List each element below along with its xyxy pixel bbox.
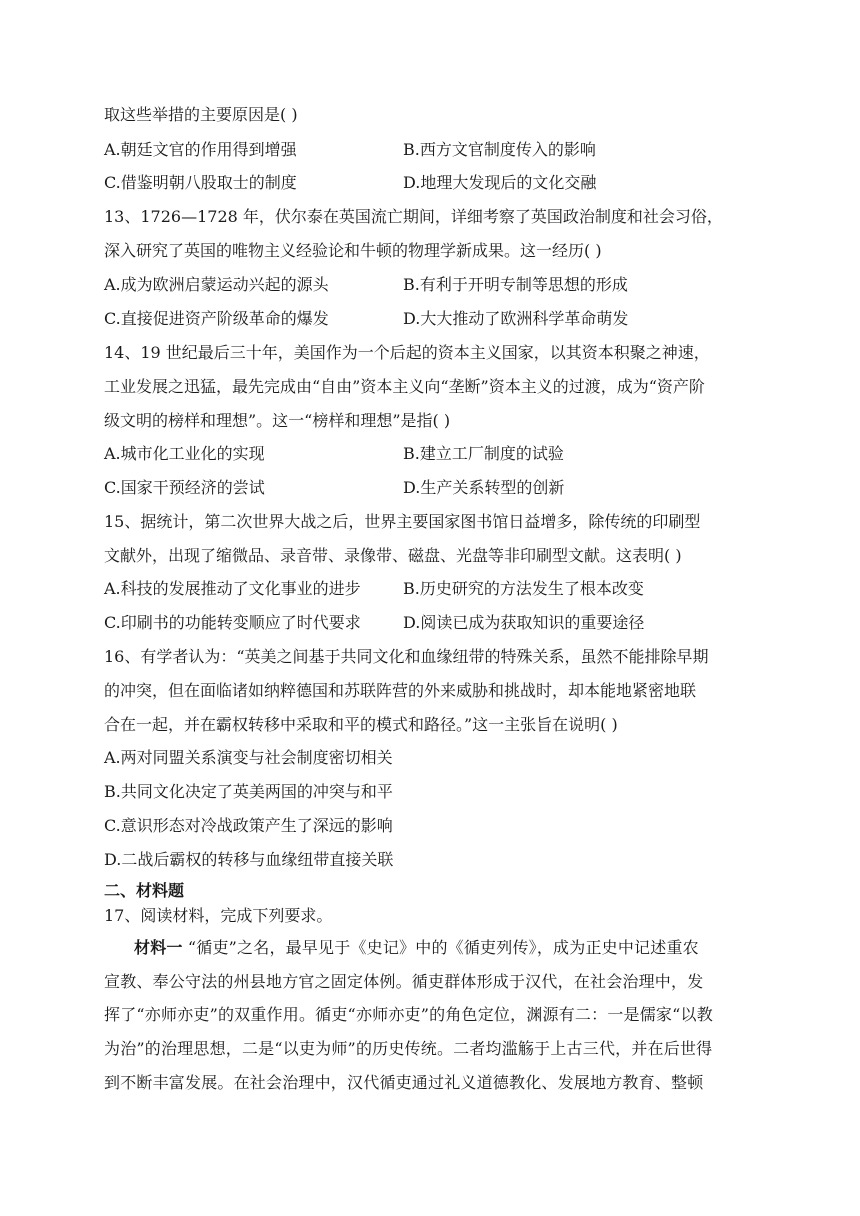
material1-line-4: 为治”的治理思想，二是“以吏为师”的历史传统。二者均滥觞于上古三代，并在后世得 [104, 1039, 713, 1058]
q16-option-c: C.意识形态对冷战政策产生了深远的影响 [104, 816, 393, 835]
q13-option-b: B.有利于开明专制等思想的形成 [403, 275, 628, 294]
q15-option-b: B.历史研究的方法发生了根本改变 [403, 579, 644, 598]
q14-option-a: A.城市化工业化的实现 [104, 444, 265, 463]
material1-label: 材料一 [134, 938, 183, 957]
q14-stem-line-2: 工业发展之迅猛，最先完成由“自由”资本主义向“垄断”资本主义的过渡，成为“资产阶 [104, 377, 705, 396]
q16-option-a: A.两对同盟关系演变与社会制度密切相关 [104, 748, 393, 767]
section-heading: 二、材料题 [104, 881, 185, 900]
q15-stem-line-2: 文献外，出现了缩微品、录音带、录像带、磁盘、光盘等非印刷型文献。这表明( ) [104, 546, 682, 565]
material1-line-2: 宣教、奉公守法的州县地方官之固定体例。循吏群体形成于汉代，在社会治理中，发 [104, 972, 704, 991]
q12-option-c: C.借鉴明朝八股取士的制度 [104, 173, 297, 192]
q16-stem-line-2: 的冲突，但在面临诸如纳粹德国和苏联阵营的外来威胁和挑战时，却本能地紧密地联 [104, 681, 697, 700]
q17-stem: 17、阅读材料，完成下列要求。 [104, 906, 333, 925]
material1-line-1-text: “循吏”之名，最早见于《史记》中的《循吏列传》，成为正史中记述重农 [182, 938, 699, 957]
q14-option-c: C.国家干预经济的尝试 [104, 478, 265, 497]
q13-option-a: A.成为欧洲启蒙运动兴起的源头 [104, 275, 329, 294]
q13-stem-line-1: 13、1726—1728 年，伏尔泰在英国流亡期间，详细考察了英国政治制度和社会习俗， [104, 207, 723, 226]
q13-option-d: D.大大推动了欧洲科学革命萌发 [403, 309, 629, 328]
q14-option-b: B.建立工厂制度的试验 [403, 444, 564, 463]
q12-option-d: D.地理大发现后的文化交融 [403, 173, 597, 192]
q13-stem-line-2: 深入研究了英国的唯物主义经验论和牛顿的物理学新成果。这一经历( ) [104, 241, 602, 260]
q12-option-a: A.朝廷文官的作用得到增强 [104, 140, 297, 159]
q12-stem-tail: 取这些举措的主要原因是( ) [104, 105, 298, 124]
q14-stem-line-3: 级文明的榜样和理想”。这一“榜样和理想”是指( ) [104, 411, 451, 430]
q15-option-d: D.阅读已成为获取知识的重要途径 [403, 613, 645, 632]
q15-option-a: A.科技的发展推动了文化事业的进步 [104, 579, 361, 598]
q16-stem-line-3: 合在一起，并在霸权转移中采取和平的模式和路径。”这一主张旨在说明( ) [104, 715, 618, 734]
q16-stem-line-1: 16、有学者认为：“英美之间基于共同文化和血缘纽带的特殊关系，虽然不能排除早期 [104, 647, 709, 666]
q14-stem-line-1: 14、19 世纪最后三十年，美国作为一个后起的资本主义国家，以其资本积聚之神速， [104, 343, 710, 362]
q15-stem-line-1: 15、据统计，第二次世界大战之后，世界主要国家图书馆日益增多，除传统的印刷型 [104, 512, 701, 531]
q13-option-c: C.直接促进资产阶级革命的爆发 [104, 309, 329, 328]
q16-option-b: B.共同文化决定了英美两国的冲突与和平 [104, 782, 393, 801]
q15-option-c: C.印刷书的功能转变顺应了时代要求 [104, 613, 361, 632]
q14-option-d: D.生产关系转型的创新 [403, 478, 565, 497]
material1-line-5: 到不断丰富发展。在社会治理中，汉代循吏通过礼义道德教化、发展地方教育、整顿 [104, 1073, 704, 1092]
q12-option-b: B.西方文官制度传入的影响 [403, 140, 596, 159]
q16-option-d: D.二战后霸权的转移与血缘纽带直接关联 [104, 850, 394, 869]
material1-line-1 [134, 937, 754, 959]
material1-line-3: 挥了“亦师亦吏”的双重作用。循吏“亦师亦吏”的角色定位，渊源有二：一是儒家“以教 [104, 1005, 713, 1024]
